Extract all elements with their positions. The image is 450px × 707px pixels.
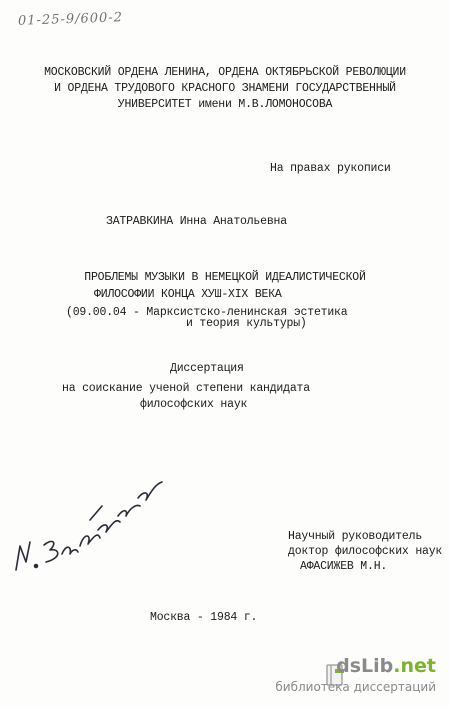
specialty-line-2: и теория культуры)	[186, 317, 307, 330]
degree-line-2: на соискание ученой степени кандидата	[62, 382, 310, 395]
author-signature	[0, 450, 175, 590]
city-year: Москва - 1984 г.	[150, 611, 258, 624]
supervisor-line-3: АФАСИЖЕВ М.Н.	[300, 560, 388, 573]
watermark-logo-part2: .net	[393, 655, 436, 677]
author-name: ЗАТРАВКИНА Инна Анатольевна	[106, 215, 287, 228]
manuscript-note: На правах рукописи	[270, 162, 391, 175]
header-line-2: И ОРДЕНА ТРУДОВОГО КРАСНОГО ЗНАМЕНИ ГОСУДАРСТВЕННЫЙ	[54, 82, 396, 95]
title-line-2: ФИЛОСОФИИ КОНЦА ХУШ-XIX ВЕКА	[94, 288, 282, 301]
title-line-1: ПРОБЛЕМЫ МУЗЫКИ В НЕМЕЦКОЙ ИДЕАЛИСТИЧЕСКОЙ	[84, 271, 366, 284]
supervisor-line-1: Научный руководитель	[288, 530, 423, 543]
degree-line-3: философских наук	[140, 398, 248, 411]
watermark-subtitle: библиотека диссертаций	[275, 680, 436, 694]
watermark-logo-part1: dsLib	[336, 655, 394, 677]
header-line-3: УНИВЕРСИТЕТ имени М.В.ЛОМОНОСОВА	[117, 98, 333, 111]
specialty-line-1: (09.00.04 - Марксистско-ленинская эстетика	[66, 306, 348, 319]
header-line-1: МОСКОВСКИЙ ОРДЕНА ЛЕНИНА, ОРДЕНА ОКТЯБРЬСКОЙ РЕВОЛЮЦИИ	[44, 66, 406, 79]
supervisor-line-2: доктор философских наук	[288, 545, 443, 558]
handwritten-archive-code: 01-25-9/600-2	[17, 10, 124, 29]
watermark-logo[interactable]	[336, 655, 436, 677]
degree-line-1: Диссертация	[170, 362, 244, 375]
